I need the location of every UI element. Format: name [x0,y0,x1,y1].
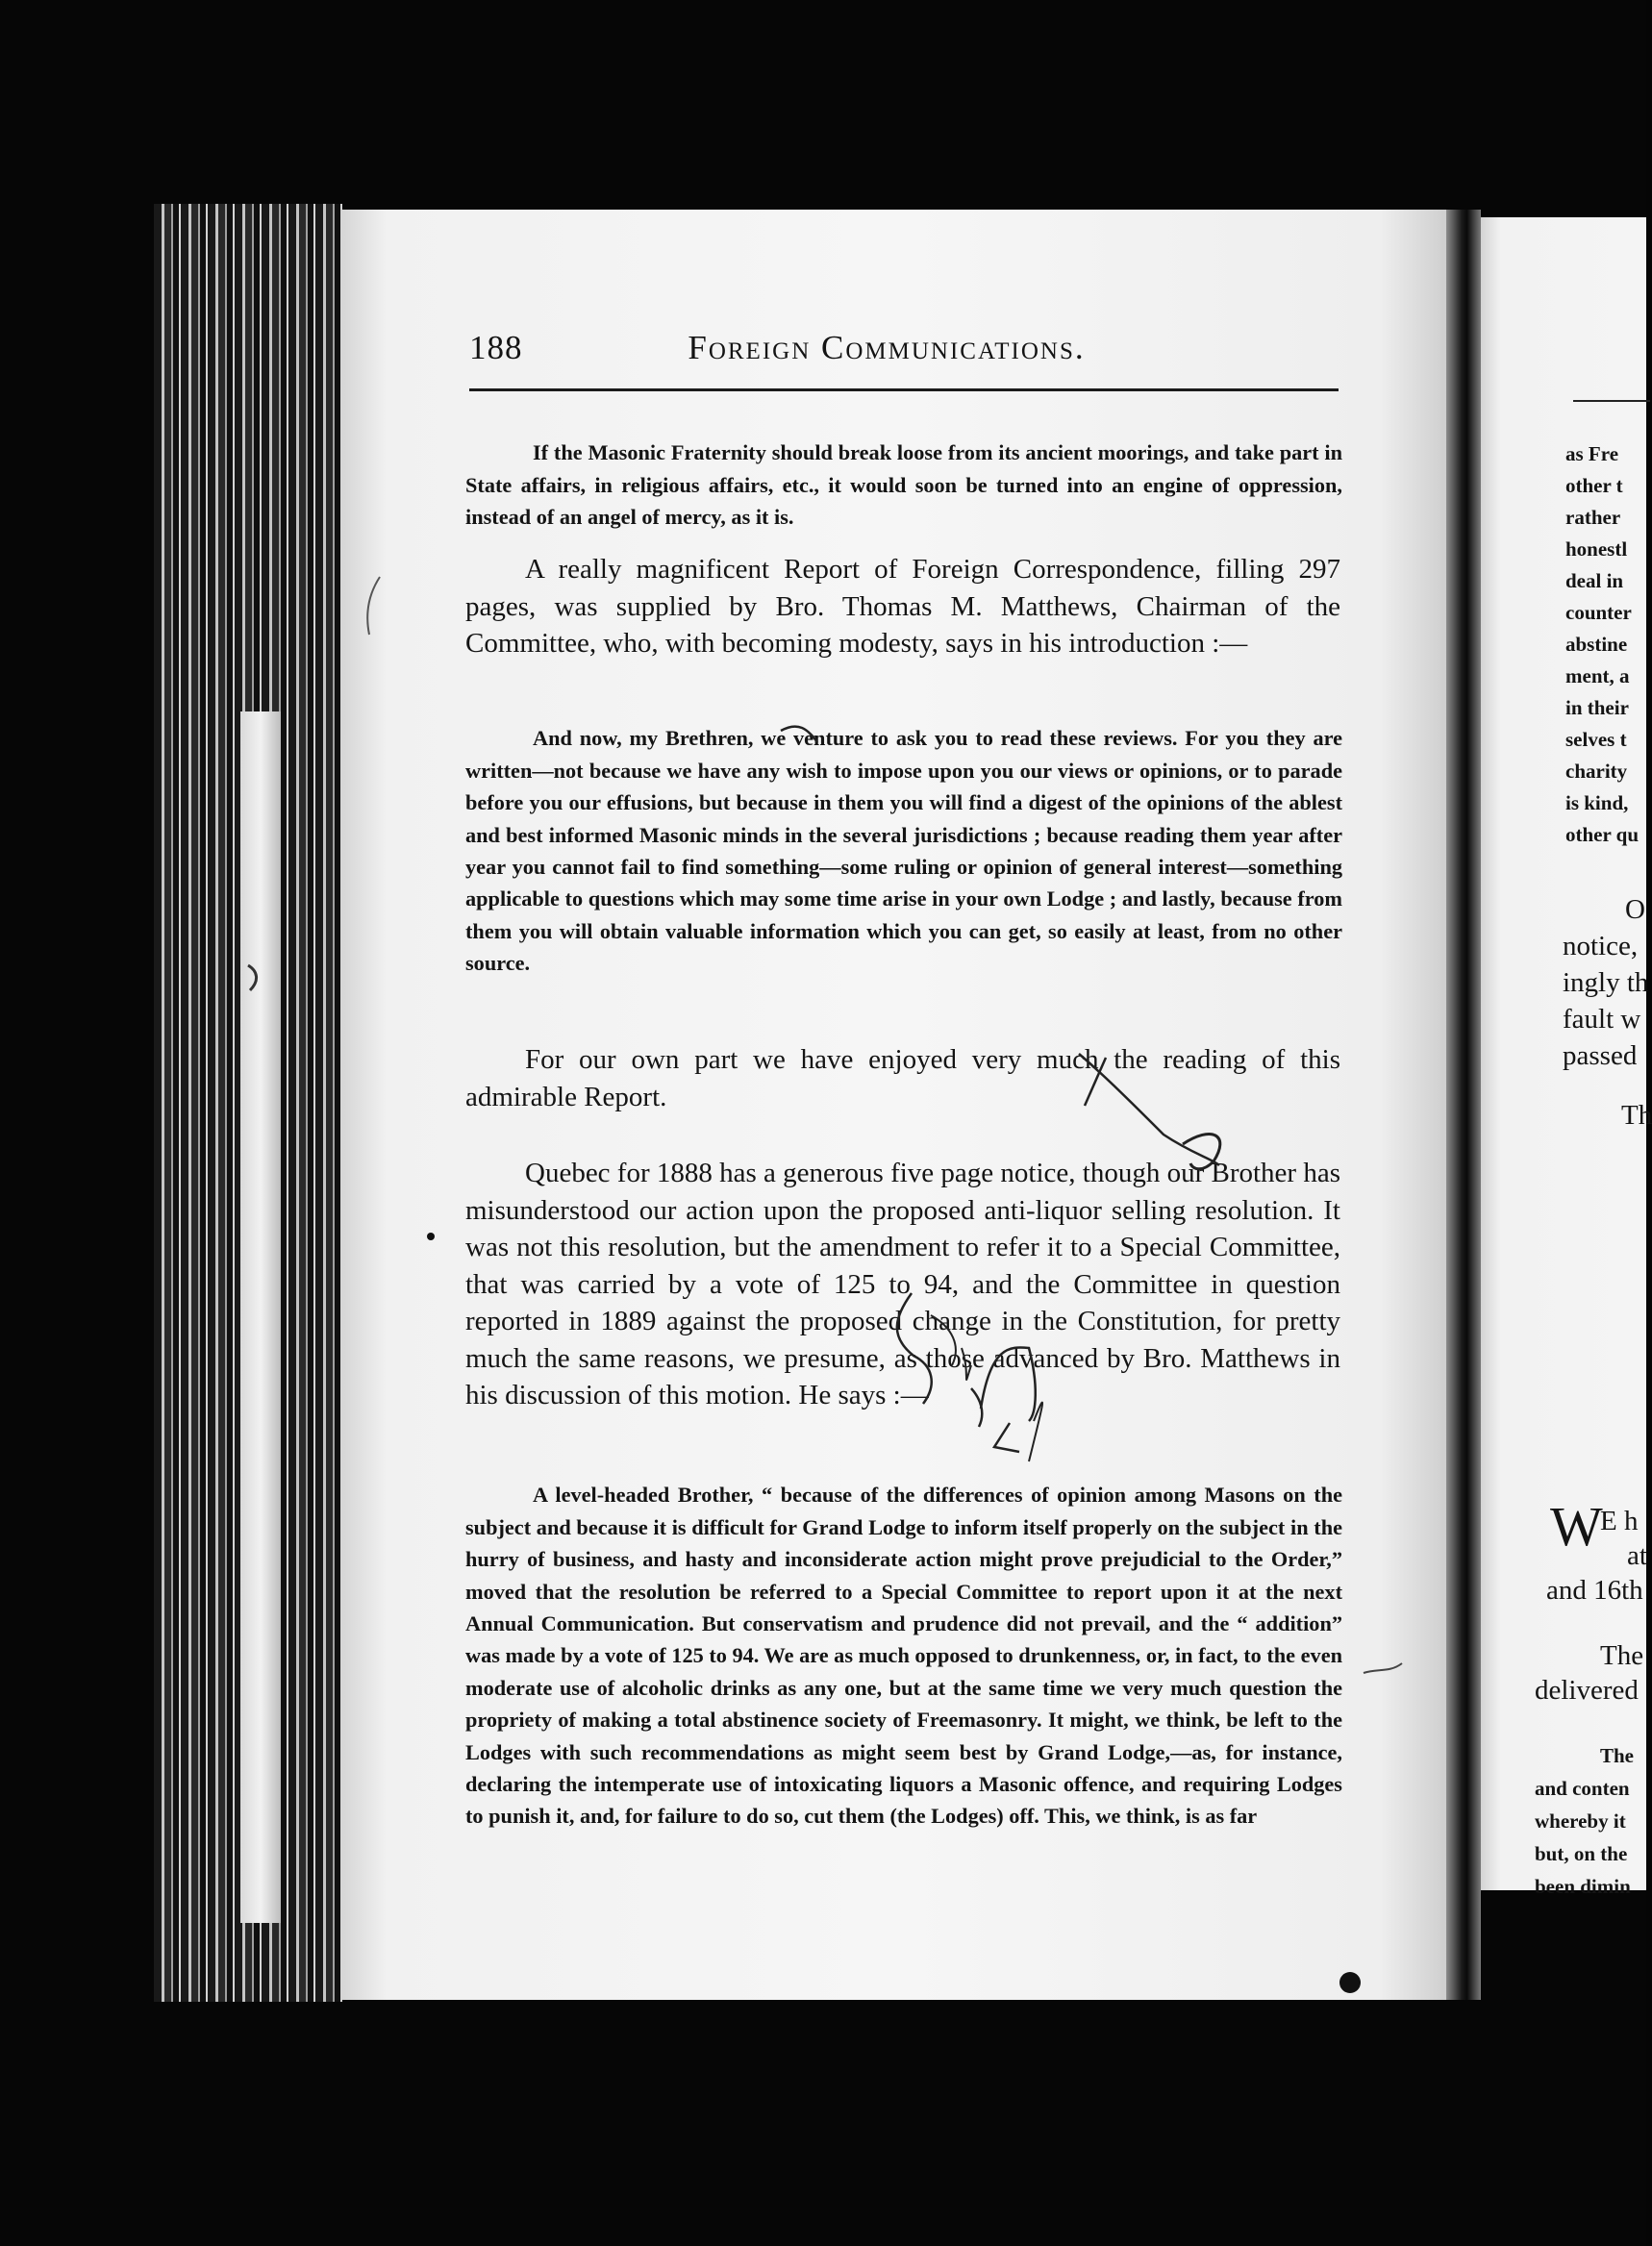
body-paragraph: A really magnificent Report of Foreign Correspondence, filling 297 pages, was supplied by Bro. Thomas M. Matthews, Chairman of the Committee, who, with becoming modesty, says in his introduction :— [465,554,1340,659]
facing-page-line: and conten [1535,1777,1630,1800]
facing-page-line: fault w [1563,1004,1641,1035]
header-rule [469,388,1339,391]
facing-page-rule [1573,400,1650,402]
page-edge-strip [240,711,281,1923]
body-paragraph: Quebec for 1888 has a generous five page notice, though our Brother has misunderstood our action upon the proposed anti-liquor selling resolution. It was not this resolution, but the amendment to refer it to a Special Committee, that was carried by a vote of 125 to 94, and the Committee in question reported in 1889 against the proposed change in the Constitution, for pretty much the same reasons, we presume, as those advanced by Bro. Matthews in his discussion of this motion. He says :— [465,1158,1340,1410]
facing-page-line: delivered [1535,1675,1639,1706]
facing-page-line: ment, a [1565,664,1630,687]
quote-paragraph: And now, my Brethren, we venture to ask you to read these reviews. For you they are written—not because we have any wish to impose upon you our views or opinions, or to parade before you our effusions, but because in them you will find a digest of the opinions of the ablest and best informed Masonic minds in the several jurisdictions ; because reading them year after year you cannot fail to find something—some ruling or opinion of general interest—something applicable to questions which may some time arise in your own Lodge ; and lastly, because from them you will obtain valuable information which you can get, so easily at least, from no other source. [465,726,1342,976]
facing-page-line: been dimin [1535,1875,1631,1898]
facing-page-line: as Fre [1565,442,1619,465]
facing-page-line: The [1600,1744,1635,1767]
facing-page-line: but, on the [1535,1842,1628,1865]
facing-page-line: in their [1565,696,1629,719]
facing-page-line: Th [1621,1100,1652,1131]
page-number: 188 [469,329,523,366]
running-head [469,329,1304,377]
facing-page-line: and 16th [1546,1575,1643,1606]
book-gutter [1446,210,1481,2000]
quote-paragraph: A level-headed Brother, “ because of the differences of opinion among Masons on the subject and because it is difficult for Grand Lodge to inform itself properly on the subject in the hurry of business, and hasty and inconsiderate action might prove prejudicial to the Order,” moved that the resolution be referred to a Special Committee to report upon it at the next Annual Communication. But conservatism and prudence did not prevail, and the “ addition” was made by a vote of 125 to 94. We are as much opposed to drunkenness, or, in fact, to the even moderate use of alcoholic drinks as any one, but at the same time we very much question the propriety of making a total abstinence society of Freemasonry. It might, we think, be left to the Lodges with such recommendations as might seem best by Grand Lodge,—as, for instance, declaring the intemperate use of intoxicating liquors a Masonic offence, and requiring Lodges to punish it, and, for failure to do so, cut them (the Lodges) off. This, we think, is as far [465,1483,1342,1829]
facing-page-line: rather [1565,506,1621,529]
facing-page-line: is kind, [1565,791,1629,814]
facing-page-line: whereby it [1535,1809,1626,1833]
facing-page-line: The [1600,1640,1644,1671]
facing-page-line: abstine [1565,633,1628,656]
facing-page-line: notice, [1563,931,1639,961]
facing-page-line: O [1625,894,1645,925]
facing-page-line: deal in [1565,569,1624,592]
facing-page-line: E h [1600,1506,1639,1536]
facing-page-drop-initial: W [1550,1495,1603,1558]
facing-page-line: selves t [1565,728,1627,751]
facing-page-line: charity [1565,760,1628,783]
facing-page-line: other t [1565,474,1623,497]
facing-page-line: other qu [1565,823,1639,846]
facing-page-line: ingly th [1563,967,1649,998]
facing-page-line: honestl [1565,537,1628,561]
facing-page [1481,217,1652,1898]
facing-page-line: counter [1565,601,1632,624]
book-page [342,210,1446,2000]
running-title: Foreign Communications. [688,329,1086,366]
facing-page-line: passed [1563,1040,1638,1071]
body-paragraph: For our own part we have enjoyed very much the reading of this admirable Report. [465,1044,1340,1112]
quote-paragraph: If the Masonic Fraternity should break loose from its ancient moorings, and take part in State affairs, in religious affairs, etc., it would soon be turned into an engine of oppression, instead of an angel of mercy, as it is. [465,440,1342,530]
facing-page-line: at [1627,1540,1647,1571]
